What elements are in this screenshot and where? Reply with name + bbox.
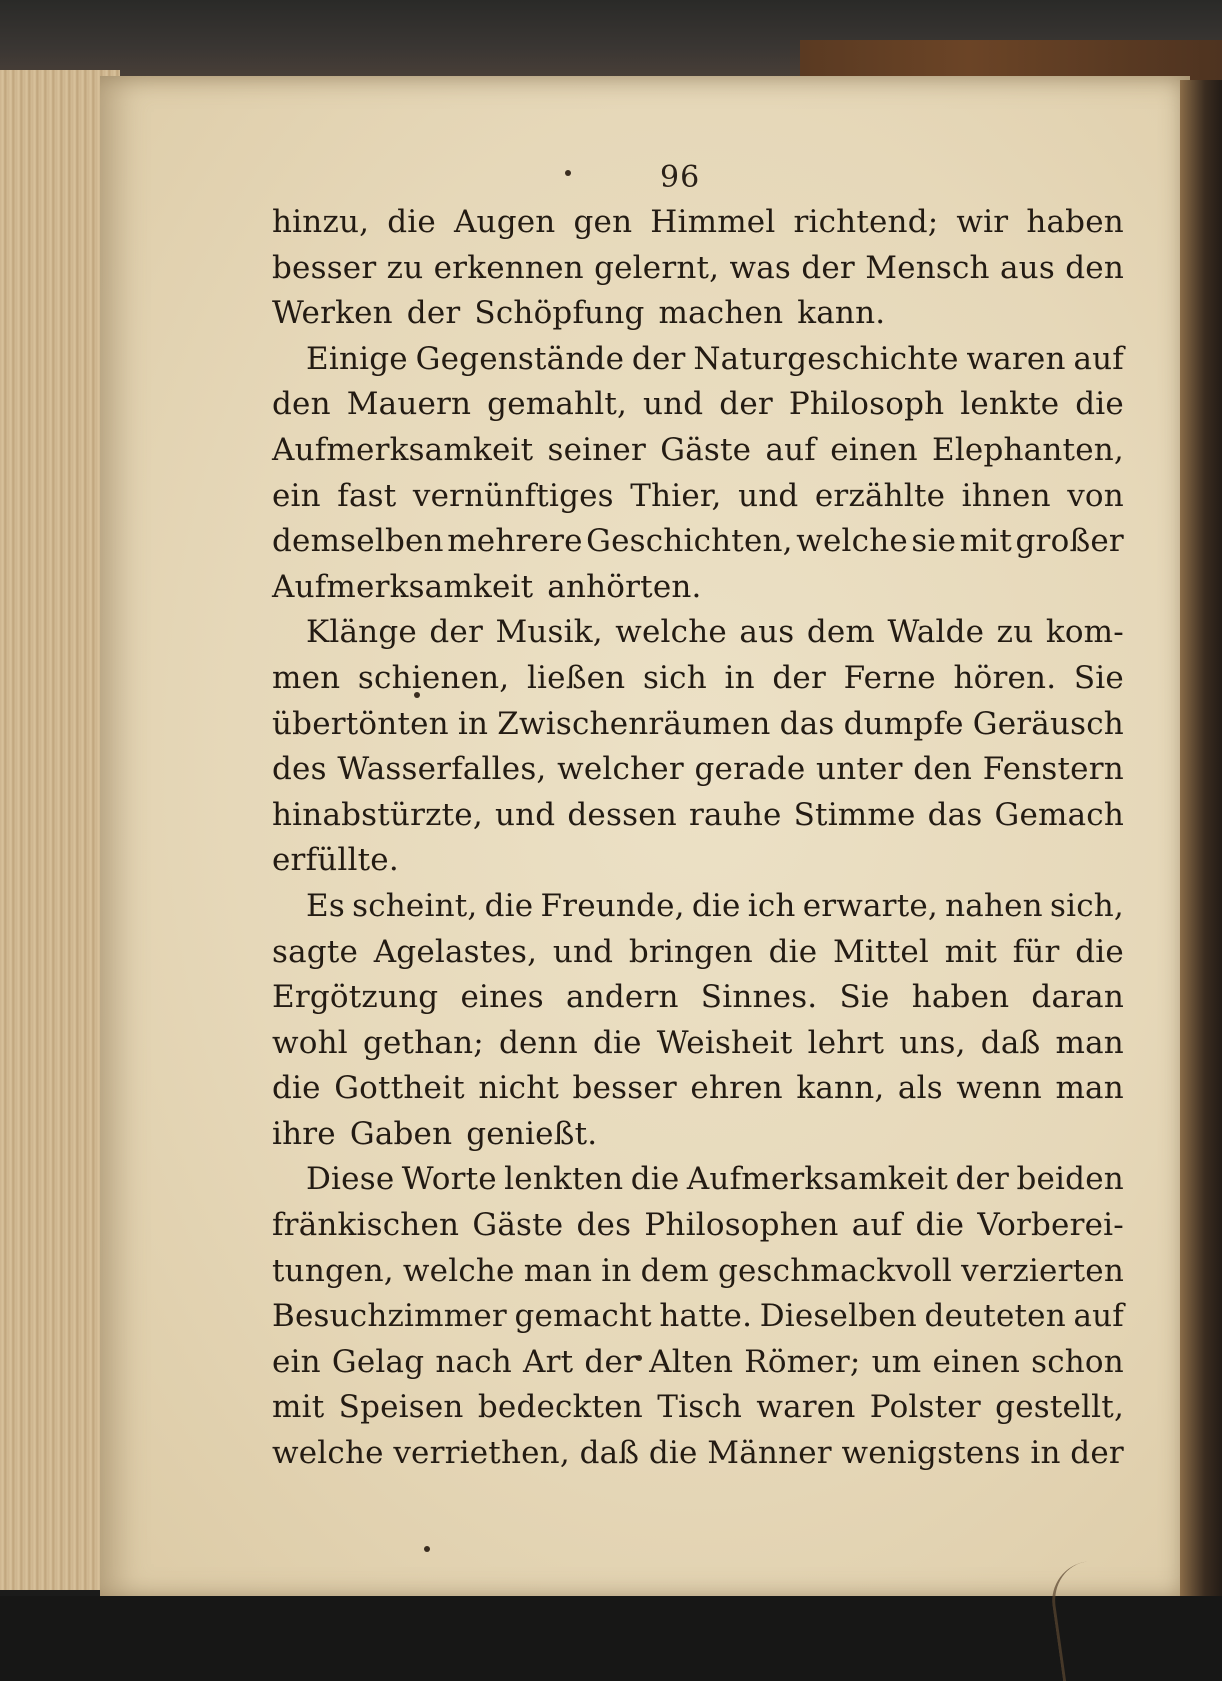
word: Freunde, xyxy=(540,887,685,924)
word: lenkten xyxy=(504,1161,624,1198)
word: Aufmerksamkeit xyxy=(272,431,534,468)
text-line xyxy=(272,250,1124,296)
word: der xyxy=(584,1343,639,1380)
word: erwarte, xyxy=(802,887,938,924)
text-line xyxy=(272,386,1124,432)
text-line xyxy=(272,432,1124,478)
word: aus xyxy=(999,249,1055,286)
word: hören. xyxy=(953,659,1057,696)
word: Mauern xyxy=(346,386,472,423)
text-line xyxy=(272,1161,1124,1207)
text-line xyxy=(272,1435,1124,1481)
word: verzierten xyxy=(961,1252,1124,1289)
word: der xyxy=(801,249,855,286)
word: sie xyxy=(911,523,957,560)
word: in xyxy=(724,659,755,696)
book-bottom-edge xyxy=(0,1596,1222,1681)
word: haben xyxy=(1026,204,1124,240)
word: Gäste xyxy=(660,431,752,468)
word: auf xyxy=(1073,340,1124,377)
word: Es xyxy=(306,887,345,924)
word: der xyxy=(719,386,773,423)
word: uns, xyxy=(899,1024,966,1061)
word: besser xyxy=(272,249,377,286)
word: Himmel xyxy=(650,204,776,240)
word: Fenstern xyxy=(982,751,1124,788)
text-line xyxy=(272,934,1124,980)
word: der xyxy=(772,659,826,696)
word: Ferne xyxy=(843,659,936,696)
text-line xyxy=(272,1116,1124,1162)
word: deuteten xyxy=(924,1298,1066,1335)
word: Aufmerksamkeit xyxy=(272,568,534,605)
word: um xyxy=(871,1343,922,1380)
text-line xyxy=(272,797,1124,843)
word: die xyxy=(915,1207,965,1244)
word: als xyxy=(897,1070,943,1107)
word: Augen xyxy=(453,204,556,240)
word: die xyxy=(1075,386,1124,423)
word: erfüllte. xyxy=(272,842,399,879)
word: Philosophen xyxy=(644,1207,839,1244)
word: genießt. xyxy=(466,1115,598,1152)
word: Philosoph xyxy=(788,386,945,423)
text-line xyxy=(272,1298,1124,1344)
word: übertönten xyxy=(272,705,449,742)
text-line xyxy=(272,569,1124,615)
word: eines xyxy=(460,979,544,1016)
word: einen xyxy=(830,431,918,468)
word: ihre xyxy=(272,1115,336,1152)
word: auf xyxy=(1073,1298,1124,1335)
word: Gäste xyxy=(472,1207,564,1244)
word: kann. xyxy=(797,295,886,332)
word: fast xyxy=(337,477,397,514)
word: geschmackvoll xyxy=(717,1252,953,1289)
word: Geräusch xyxy=(972,705,1124,742)
text-line xyxy=(272,660,1124,706)
word: andern xyxy=(566,979,679,1016)
word: ein xyxy=(272,1343,321,1380)
word: Stimme xyxy=(793,796,916,833)
word: dem xyxy=(640,1252,709,1289)
word: welche xyxy=(796,523,908,560)
word: und xyxy=(552,933,614,970)
word: Einige xyxy=(306,340,408,377)
word: demselben xyxy=(272,523,444,560)
text-line xyxy=(272,204,1124,250)
text-line xyxy=(272,1389,1124,1435)
word: Werken xyxy=(272,295,393,332)
word: was xyxy=(729,249,792,286)
word: das xyxy=(779,705,835,742)
word: in xyxy=(601,1252,632,1289)
ink-speck xyxy=(565,170,571,176)
word: vernünftiges xyxy=(412,477,614,514)
word: die xyxy=(272,1070,321,1107)
word: Sie xyxy=(1073,659,1124,696)
word: Gelag xyxy=(331,1343,425,1380)
word: ließen xyxy=(526,659,626,696)
word: daß xyxy=(980,1024,1041,1061)
book-spine-shadow xyxy=(1180,80,1222,1600)
word: Sinnes. xyxy=(700,979,818,1016)
word: Elephanten, xyxy=(931,431,1124,468)
word: Polster xyxy=(869,1389,981,1426)
word: kom- xyxy=(1045,614,1124,651)
word: Geschichten, xyxy=(586,523,793,560)
word: zu xyxy=(996,614,1034,651)
word: ihnen xyxy=(961,477,1051,514)
word: machen xyxy=(658,295,784,332)
word: gen xyxy=(573,204,633,240)
text-line xyxy=(272,341,1124,387)
word: man xyxy=(523,1252,593,1289)
word: Speisen xyxy=(338,1389,464,1426)
word: der xyxy=(955,1161,1010,1198)
word: die xyxy=(1075,933,1124,970)
text-line xyxy=(272,842,1124,888)
word: waren xyxy=(756,1389,856,1426)
word: Ergötzung xyxy=(272,979,439,1016)
word: bringen xyxy=(628,933,753,970)
word: Mensch xyxy=(865,249,990,286)
word: nahen xyxy=(945,887,1043,924)
word: richtend; xyxy=(793,204,939,240)
word: schon xyxy=(1031,1343,1124,1380)
word: mehrere xyxy=(447,523,583,560)
word: von xyxy=(1067,477,1124,514)
word: Männer xyxy=(707,1435,832,1472)
word: men xyxy=(272,659,341,696)
word: auf xyxy=(851,1207,903,1244)
word: welche xyxy=(272,1435,384,1472)
word: bedeckten xyxy=(477,1389,643,1426)
word: Weisheit xyxy=(656,1024,793,1061)
word: den xyxy=(272,386,331,423)
word: schienen, xyxy=(357,659,510,696)
word: Klänge xyxy=(306,614,417,651)
word: hinabstürzte, xyxy=(272,796,483,833)
word: Aufmerksamkeit xyxy=(686,1161,949,1198)
word: Zwischenräumen xyxy=(497,705,771,742)
word: Gottheit xyxy=(334,1070,465,1107)
word: welcher xyxy=(557,751,684,788)
word: mit xyxy=(959,523,1013,560)
word: erzählte xyxy=(814,477,946,514)
word: waren xyxy=(966,340,1066,377)
word: Naturgeschichte xyxy=(693,340,959,377)
word: einen xyxy=(932,1343,1020,1380)
word: Worte xyxy=(401,1161,497,1198)
word: Art xyxy=(523,1343,574,1380)
word: nach xyxy=(435,1343,512,1380)
word: wenigstens xyxy=(841,1435,1021,1472)
word: die xyxy=(691,887,741,924)
word: beiden xyxy=(1016,1161,1124,1198)
word: wenn xyxy=(956,1070,1042,1107)
word: lehrt xyxy=(807,1024,885,1061)
word: in xyxy=(1030,1435,1061,1472)
word: lenkte xyxy=(960,386,1060,423)
word: Besuchzimmer xyxy=(272,1298,507,1335)
word: Gegenstände xyxy=(415,340,625,377)
word: besser xyxy=(572,1070,677,1107)
word: welche xyxy=(615,614,727,651)
word: die xyxy=(648,1435,698,1472)
word: die xyxy=(484,887,534,924)
word: gethan; xyxy=(362,1024,484,1061)
word: der xyxy=(429,614,483,651)
word: Schöpfung xyxy=(474,295,645,332)
word: Alten xyxy=(649,1343,734,1380)
word: des xyxy=(576,1207,632,1244)
word: hatte. xyxy=(659,1298,753,1335)
text-line xyxy=(272,888,1124,934)
word: man xyxy=(1055,1024,1124,1061)
word: unter xyxy=(816,751,903,788)
word: mit xyxy=(944,933,998,970)
word: ehren xyxy=(690,1070,783,1107)
word: der xyxy=(1070,1435,1124,1472)
text-line xyxy=(272,295,1124,341)
word: verriethen, xyxy=(393,1435,570,1472)
word: nicht xyxy=(478,1070,560,1107)
word: und xyxy=(494,796,556,833)
word: rauhe xyxy=(688,796,782,833)
page-number: 96 xyxy=(660,160,701,195)
word: und xyxy=(642,386,704,423)
text-line xyxy=(272,751,1124,797)
word: erkennen xyxy=(433,249,584,286)
word: gelernt, xyxy=(594,249,720,286)
word: anhörten. xyxy=(547,568,702,605)
word: Sie xyxy=(839,979,890,1016)
word: gestellt, xyxy=(995,1389,1124,1426)
text-line xyxy=(272,1207,1124,1253)
ink-speck xyxy=(424,1546,430,1552)
word: auf xyxy=(765,431,816,468)
word: den xyxy=(913,751,973,788)
word: denn xyxy=(498,1024,578,1061)
word: kann, xyxy=(796,1070,885,1107)
text-line xyxy=(272,1344,1124,1390)
word: und xyxy=(738,477,799,514)
word: man xyxy=(1055,1070,1124,1107)
word: ein xyxy=(272,477,321,514)
word: aus xyxy=(739,614,795,651)
word: Wasserfalles, xyxy=(337,751,547,788)
word: sagte xyxy=(272,933,359,970)
word: mit xyxy=(272,1389,325,1426)
word: Römer; xyxy=(744,1343,861,1380)
text-line xyxy=(272,1253,1124,1299)
word: gerade xyxy=(694,751,806,788)
word: tungen, xyxy=(272,1252,394,1289)
word: sich, xyxy=(1049,887,1124,924)
word: gemahlt, xyxy=(487,386,628,423)
text-line xyxy=(272,614,1124,660)
word: Walde xyxy=(887,614,985,651)
word: seiner xyxy=(547,431,646,468)
word: haben xyxy=(911,979,1010,1016)
word: Gemach xyxy=(994,796,1124,833)
word: zu xyxy=(386,249,424,286)
word: Tisch xyxy=(657,1389,743,1426)
word: der xyxy=(631,340,686,377)
word: Diese xyxy=(306,1161,395,1198)
word: Gaben xyxy=(349,1115,453,1152)
word: großer xyxy=(1015,523,1124,560)
word: die xyxy=(768,933,818,970)
word: die xyxy=(387,204,436,240)
word: dumpfe xyxy=(843,705,964,742)
word: hinzu, xyxy=(272,204,370,240)
word: wir xyxy=(956,204,1009,240)
text-line xyxy=(272,979,1124,1025)
word: daran xyxy=(1031,979,1124,1016)
word: ich xyxy=(747,887,796,924)
word: das xyxy=(927,796,983,833)
word: Vorberei- xyxy=(977,1207,1124,1244)
word: die xyxy=(592,1024,642,1061)
text-line xyxy=(272,706,1124,752)
word: gemacht xyxy=(514,1298,652,1335)
word: Thier, xyxy=(630,477,722,514)
word: wohl xyxy=(272,1024,348,1061)
word: den xyxy=(1065,249,1124,286)
text-line xyxy=(272,523,1124,569)
word: dessen xyxy=(567,796,677,833)
word: sich xyxy=(642,659,707,696)
word: scheint, xyxy=(352,887,478,924)
text-line xyxy=(272,1025,1124,1071)
word: des xyxy=(272,751,327,788)
word: Agelastes, xyxy=(373,933,538,970)
word: für xyxy=(1012,933,1060,970)
body-text xyxy=(272,204,1124,1481)
text-line xyxy=(272,478,1124,524)
word: Dieselben xyxy=(759,1298,917,1335)
bookmark-string xyxy=(1047,1554,1156,1681)
word: dem xyxy=(806,614,875,651)
word: Mittel xyxy=(832,933,930,970)
text-line xyxy=(272,1070,1124,1116)
word: in xyxy=(457,705,489,742)
word: welche xyxy=(402,1252,515,1289)
word: daß xyxy=(579,1435,640,1472)
word: Musik, xyxy=(495,614,603,651)
word: der xyxy=(406,295,461,332)
word: die xyxy=(630,1161,680,1198)
word: fränkischen xyxy=(272,1207,460,1244)
